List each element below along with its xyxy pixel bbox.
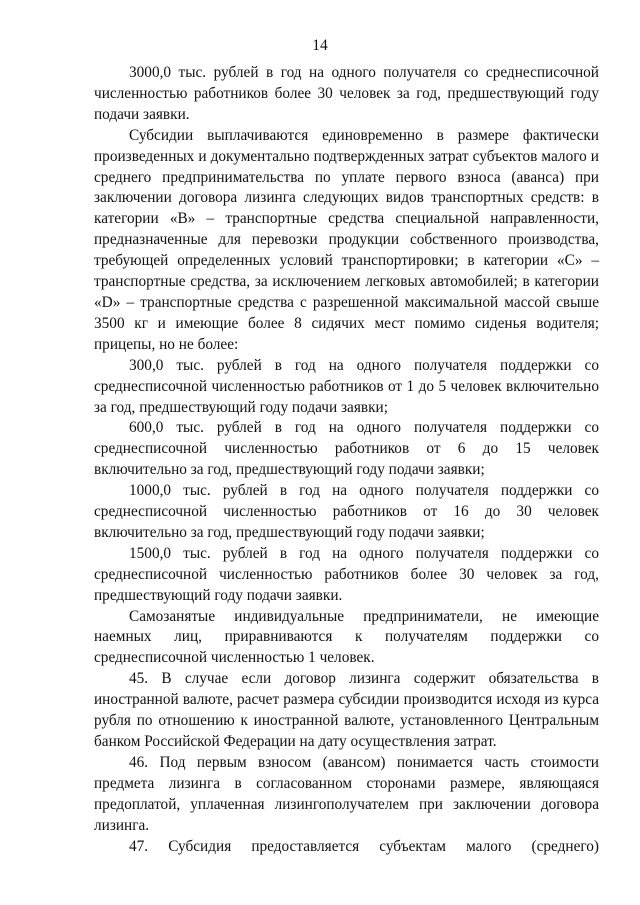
list-item-1500-limit: 1500,0 тыс. рублей в год на одного получателя поддержки со среднесписочной численностью работников более 30 человек за год, предшествующий году подачи заявки. — [94, 544, 599, 604]
paragraph-self-employed: Самозанятые индивидуальные предприниматели, не имеющие наемных лиц, приравниваются к получателям поддержки со среднесписочной численностью 1 человек. — [94, 607, 599, 667]
document-body — [94, 63, 599, 857]
paragraph-clause-47: 47. Субсидия предоставляется субъектам малого (среднего) — [129, 837, 599, 855]
page-number: 14 — [312, 37, 328, 54]
paragraph-clause-46: 46. Под первым взносом (авансом) понимается часть стоимости предмета лизинга в согласованном сторонами размере, являющаяся предоплатой, уплаченная лизингополучателем при заключении договора лизинга. — [94, 753, 599, 834]
paragraph-clause-45: 45. В случае если договор лизинга содержит обязательства в иностранной валюте, расчет размера субсидии производится исходя из курса рубля по отношению к иностранной валюте, установленного Центральным банком Российской Федерации на дату осуществления затрат. — [94, 670, 599, 750]
list-item-600-limit: 600,0 тыс. рублей в год на одного получателя поддержки со среднесписочной численностью работников от 6 до 15 человек включительно за год, предшествующий году подачи заявки; — [94, 419, 599, 479]
list-item-1000-limit: 1000,0 тыс. рублей в год на одного получателя поддержки со среднесписочной численностью работников от 16 до 30 человек включительно за год, предшествующий году подачи заявки; — [94, 482, 599, 541]
paragraph-subsidy-conditions: Субсидии выплачиваются единовременно в размере фактически произведенных и документально подтвержденных затрат субъектов малого и среднего предпринимательства по уплате первого взноса (аванса) при заключении договора лизинга следующих видов транспортных средств: в категории «B» – транспортные средства специальной направленности, предназначенные для перевозки продукции собственного производства, требующей определенных условий транспортировки; в категории «C» – транспортные средства, за исключением легковых автомобилей; в категории «D» – транспортные средства с разрешенной максимальной массой свыше 3500 кг и имеющие более 8 сидячих мест помимо сиденья водителя; прицепы, но не более: — [94, 126, 599, 353]
list-item-300-limit: 300,0 тыс. рублей в год на одного получателя поддержки со среднесписочной численностью работников от 1 до 5 человек включительно за год, предшествующий году подачи заявки; — [94, 356, 599, 416]
paragraph-3000-limit: 3000,0 тыс. рублей в год на одного получателя со среднесписочной численностью работников более 30 человек за год, предшествующий году подачи заявки. — [94, 64, 599, 123]
